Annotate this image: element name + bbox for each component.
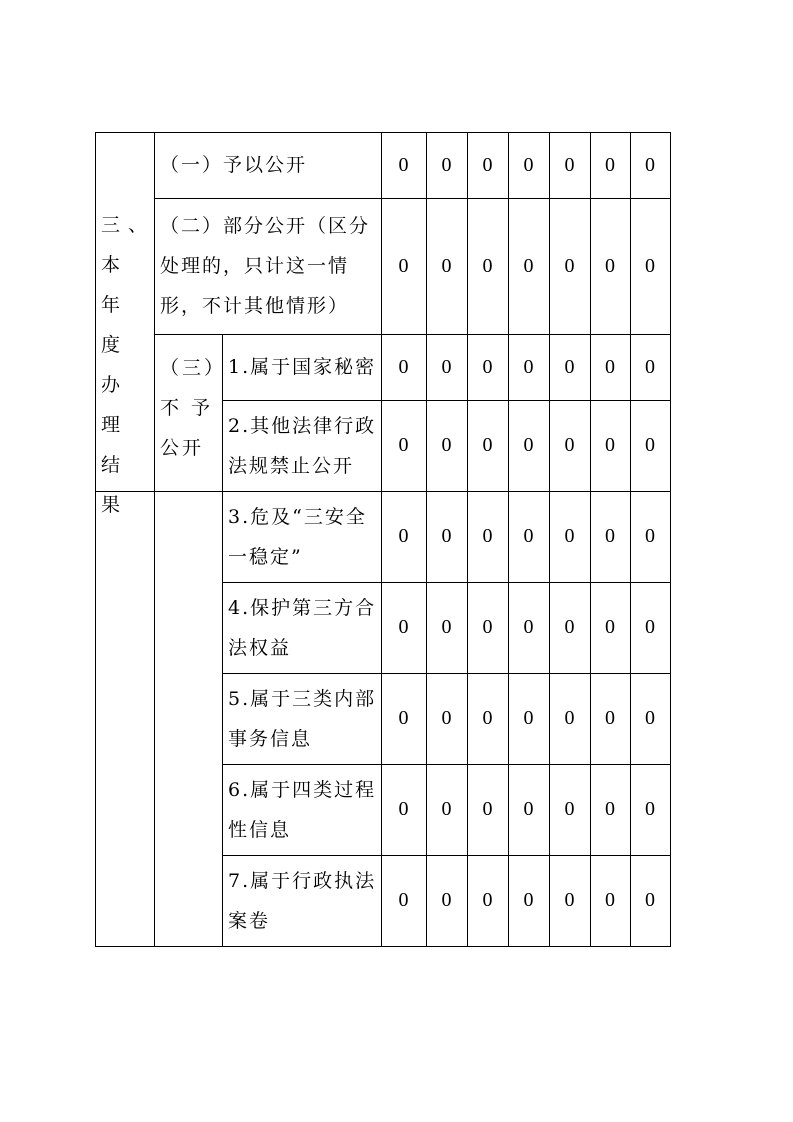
value-cell: 0 (523, 434, 534, 456)
row-law-enforcement-label (228, 855, 379, 946)
section-label-line: 度办 (101, 334, 129, 396)
group-label-not-open (160, 348, 227, 478)
row-process-info-label (228, 764, 379, 855)
value-cell: 0 (605, 616, 615, 638)
value-cell: 0 (645, 616, 655, 638)
value-cell: 0 (523, 153, 534, 176)
row-label-line: 一稳定” (228, 545, 303, 568)
row-label-line: 6.属于四类过程 (228, 778, 377, 801)
value-cell: 0 (398, 434, 409, 456)
value-cell: 0 (398, 889, 409, 911)
value-cell: 0 (523, 707, 534, 729)
value-cell: 0 (645, 153, 655, 176)
section-label-line: 理结 (101, 414, 129, 476)
value-cell: 0 (482, 707, 493, 729)
table-rule (222, 334, 223, 947)
value-cell: 0 (564, 254, 575, 277)
row-label-line: 法规禁止公开 (228, 454, 355, 477)
value-cell: 0 (482, 254, 493, 277)
row-open-label (160, 132, 379, 198)
row-three-safety-label (228, 491, 379, 582)
row-label-line: 2.其他法律行政 (228, 414, 377, 437)
value-cell: 0 (441, 525, 452, 547)
value-cell: 0 (605, 355, 615, 378)
value-cell: 0 (645, 355, 655, 378)
row-label-line: 5.属于三类内部 (228, 687, 377, 710)
value-cell: 0 (523, 355, 534, 378)
value-cell: 0 (441, 707, 452, 729)
row-partial-label (160, 198, 379, 334)
value-cell: 0 (564, 798, 575, 820)
value-cell: 0 (441, 889, 452, 911)
group-label-line: （三） (160, 357, 227, 379)
value-cell: 0 (523, 889, 534, 911)
value-cell: 0 (398, 355, 409, 378)
value-cell: 0 (441, 434, 452, 456)
value-cell: 0 (482, 889, 493, 911)
group-label-line: 公开 (160, 437, 205, 459)
value-cell: 0 (398, 616, 409, 638)
row-label-line: 4.保护第三方合 (228, 596, 377, 619)
section-label-line: 本年 (101, 254, 129, 316)
value-cell: 0 (645, 798, 655, 820)
value-cell: 0 (564, 153, 575, 176)
value-cell: 0 (523, 254, 534, 277)
value-cell: 0 (645, 525, 655, 547)
value-cell: 0 (564, 434, 575, 456)
row-third-party-label (228, 582, 379, 673)
value-cell: 0 (564, 707, 575, 729)
value-cell: 0 (441, 355, 452, 378)
value-cell: 0 (441, 798, 452, 820)
value-cell: 0 (398, 254, 409, 277)
value-cell: 0 (645, 434, 655, 456)
value-cell: 0 (441, 254, 452, 277)
row-law-forbidden-label (228, 400, 379, 491)
value-cell: 0 (605, 707, 615, 729)
row-label-line: 形，不计其他情形） (160, 295, 350, 317)
value-cell: 0 (482, 153, 493, 176)
value-cell: 0 (605, 153, 615, 176)
value-cell: 0 (482, 798, 493, 820)
row-label-line: 1.属于国家秘密 (228, 356, 377, 378)
value-cell: 0 (523, 525, 534, 547)
value-cell: 0 (398, 707, 409, 729)
value-cell: 0 (645, 254, 655, 277)
table-rule (154, 132, 155, 947)
value-cell: 0 (605, 889, 615, 911)
row-label-line: （一）予以公开 (160, 154, 308, 176)
row-label-line: （二）部分公开（区分 (160, 215, 371, 237)
value-cell: 0 (398, 798, 409, 820)
row-internal-affairs-label (228, 673, 379, 764)
section-label (101, 205, 156, 516)
row-label-line: 7.属于行政执法 (228, 869, 377, 892)
row-label-line: 性信息 (228, 818, 292, 841)
section-label-line: 果 (101, 494, 129, 516)
table-border-left (95, 132, 96, 947)
value-cell: 0 (398, 525, 409, 547)
value-cell: 0 (482, 355, 493, 378)
table-border-right (670, 132, 671, 947)
row-label-line: 3.危及“三安全 (228, 505, 367, 528)
value-cell: 0 (441, 616, 452, 638)
row-label-line: 法权益 (228, 636, 292, 659)
group-label-line: 不 予 (160, 397, 214, 419)
value-cell: 0 (482, 434, 493, 456)
value-cell: 0 (605, 525, 615, 547)
value-cell: 0 (645, 707, 655, 729)
section-label-line: 三、 (101, 214, 156, 236)
value-cell: 0 (398, 153, 409, 176)
row-label-line: 案卷 (228, 909, 271, 932)
value-cell: 0 (482, 616, 493, 638)
value-cell: 0 (564, 525, 575, 547)
row-state-secret-label (228, 334, 379, 400)
value-cell: 0 (523, 798, 534, 820)
row-label-line: 处理的，只计这一情 (160, 255, 350, 277)
value-cell: 0 (605, 798, 615, 820)
value-cell: 0 (564, 355, 575, 378)
row-label-line: 事务信息 (228, 727, 313, 750)
value-cell: 0 (523, 616, 534, 638)
value-cell: 0 (482, 525, 493, 547)
value-cell: 0 (564, 889, 575, 911)
value-cell: 0 (441, 153, 452, 176)
value-cell: 0 (564, 616, 575, 638)
value-cell: 0 (605, 434, 615, 456)
value-cell: 0 (645, 889, 655, 911)
table-border-bottom (95, 946, 671, 947)
value-cell: 0 (605, 254, 615, 277)
